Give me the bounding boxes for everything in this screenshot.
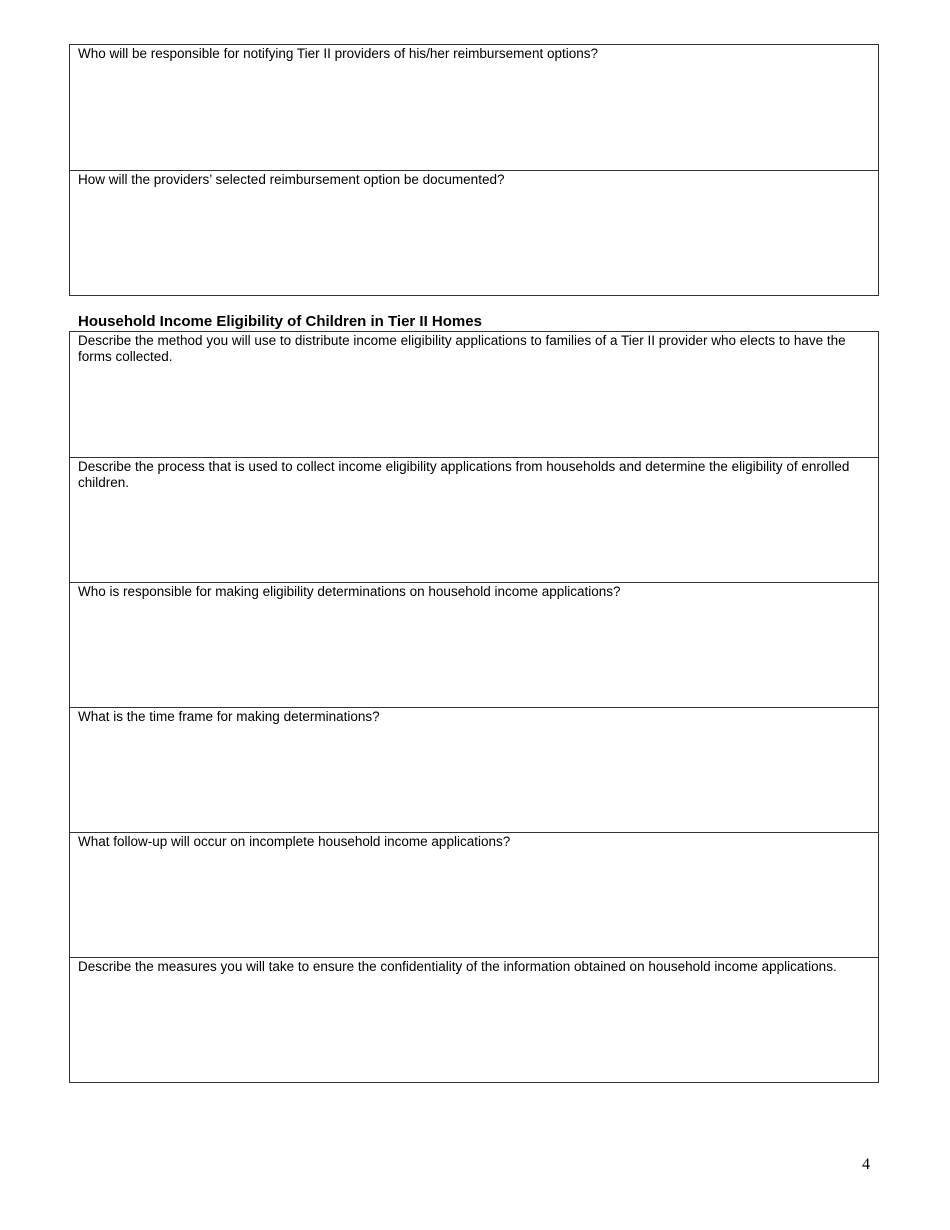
reimbursement-table [69, 44, 879, 296]
income-question-confidentiality[interactable] [70, 957, 878, 1082]
income-question-collect[interactable] [70, 457, 878, 582]
question-text: What is the time frame for making determinations? [78, 709, 380, 724]
question-text: Who will be responsible for notifying Tier II providers of his/her reimbursement options? [78, 46, 598, 61]
question-text: Who is responsible for making eligibility determinations on household income applications? [78, 584, 621, 599]
income-question-responsible[interactable] [70, 582, 878, 707]
income-eligibility-table [69, 331, 879, 1083]
income-question-distribute[interactable] [70, 332, 878, 457]
page-number: 4 [862, 1156, 870, 1173]
income-question-time-frame[interactable] [70, 707, 878, 832]
reimbursement-question-documented[interactable] [70, 170, 878, 295]
question-text: Describe the measures you will take to ensure the confidentiality of the information obtained on household income applications. [78, 959, 837, 974]
question-text: How will the providers’ selected reimbursement option be documented? [78, 172, 505, 187]
section-heading: Household Income Eligibility of Children in Tier II Homes [78, 313, 482, 330]
reimbursement-question-notify[interactable] [70, 45, 878, 170]
question-text: Describe the method you will use to distribute income eligibility applications to families of a Tier II provider who elects to have the forms collected. [78, 333, 846, 364]
question-text: Describe the process that is used to collect income eligibility applications from households and determine the eligibility of enrolled children. [78, 459, 850, 490]
question-text: What follow-up will occur on incomplete household income applications? [78, 834, 511, 849]
income-question-follow-up[interactable] [70, 832, 878, 957]
